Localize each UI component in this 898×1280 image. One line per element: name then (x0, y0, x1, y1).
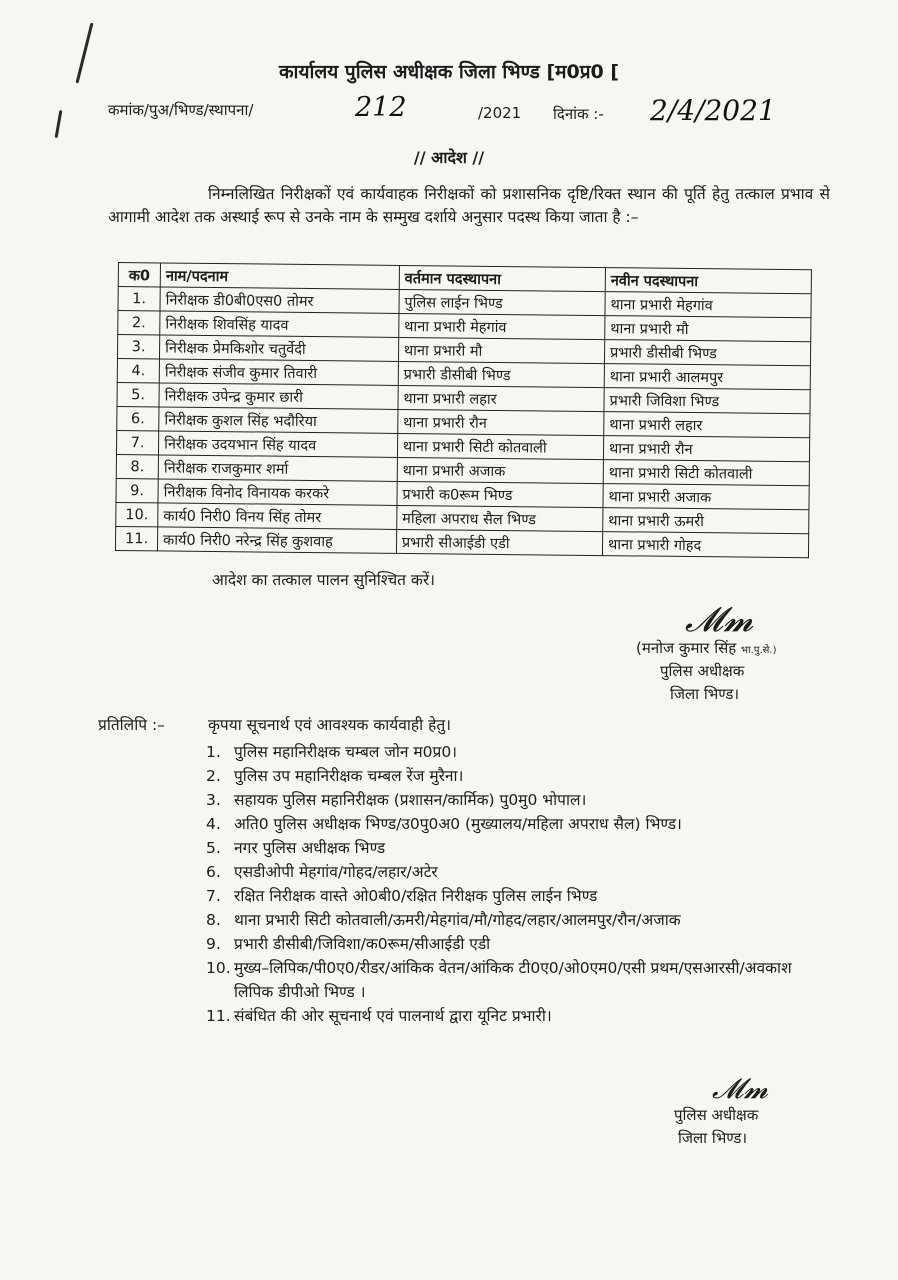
cell-serial: 6. (117, 406, 159, 430)
cell-current: थाना प्रभारी सिटी कोतवाली (397, 433, 603, 459)
item-text: अति0 पुलिस अधीक्षक भिण्ड/उ0पु0अ0 (मुख्यालय/महिला अपराध सैल) भिण्ड। (234, 815, 682, 833)
signatory-district: जिला भिण्ड। (670, 685, 740, 703)
reference-number: 212 (355, 92, 407, 123)
signatory-service: भा.पु.से.) (740, 645, 777, 656)
cell-name: निरीक्षक प्रेमकिशोर चतुर्वेदी (160, 335, 399, 361)
list-item (206, 860, 826, 884)
cell-name: निरीक्षक शिवसिंह यादव (160, 311, 399, 337)
list-item (206, 788, 826, 812)
cell-name: कार्य0 निरी0 विनय सिंह तोमर (158, 503, 397, 529)
cell-new: थाना प्रभारी मौ (605, 316, 811, 342)
intro-text: निम्नलिखित निरीक्षकों एवं कार्यवाहक निरीक्षकों को प्रशासनिक दृष्टि/रिक्त स्थान की पूर्ति हेतु तत्काल प्रभाव से आगामी आदेश तक अस्थाई रूप से उनके नाम के सम्मुख दर्शाये अनुसार पदस्थ किया जाता है :– (108, 185, 830, 226)
list-item (206, 1004, 826, 1028)
item-number: 10. (206, 959, 231, 977)
list-item (206, 884, 826, 908)
cell-serial: 7. (116, 430, 158, 454)
pen-tick-mark (55, 110, 63, 138)
item-text: पुलिस उप महानिरीक्षक चम्बल रेंज मुरैना। (234, 767, 464, 785)
item-text: रक्षित निरीक्षक वास्ते ओ0बी0/रक्षित निरीक्षक पुलिस लाईन भिण्ड (234, 887, 598, 905)
list-item (206, 812, 826, 836)
posting-table (115, 262, 812, 558)
cell-new: थाना प्रभारी गोहद (602, 532, 808, 558)
cell-current: पुलिस लाईन भिण्ड (399, 289, 605, 315)
cell-serial: 11. (115, 526, 157, 550)
item-text: पुलिस महानिरीक्षक चम्बल जोन म0प्र0। (234, 743, 458, 761)
signatory-designation: पुलिस अधीक्षक (674, 1106, 759, 1124)
item-number: 3. (206, 791, 221, 809)
list-item (206, 836, 826, 860)
cell-serial: 1. (118, 287, 160, 311)
cell-name: निरीक्षक संजीव कुमार तिवारी (159, 359, 398, 385)
reference-line (108, 100, 253, 120)
cell-new: थाना प्रभारी मेहगांव (605, 292, 811, 318)
cell-serial: 5. (117, 382, 159, 406)
cell-name: निरीक्षक विनोद विनायक करकरे (158, 479, 397, 505)
signatory-name-text: (मनोज कुमार सिंह (636, 639, 737, 657)
item-text: एसडीओपी मेहगांव/गोहद/लहार/अटेर (234, 863, 438, 881)
list-item (206, 956, 826, 1004)
cell-name: निरीक्षक उपेन्द्र कुमार छारी (159, 383, 398, 409)
cell-serial: 10. (116, 502, 158, 526)
signatory-district: जिला भिण्ड। (678, 1129, 748, 1147)
cell-current: प्रभारी क0रूम भिण्ड (397, 481, 603, 507)
cell-name: निरीक्षक कुशल सिंह भदौरिया (159, 407, 398, 433)
copy-label: प्रतिलिपि :– (98, 716, 165, 734)
cell-current: प्रभारी डीसीबी भिण्ड (398, 361, 604, 387)
office-title: कार्यालय पुलिस अधीक्षक जिला भिण्ड [म0प्र0 [ (278, 61, 620, 83)
item-text: संबंधित की ओर सूचनार्थ एवं पालनार्थ द्वारा यूनिट प्रभारी। (234, 1007, 552, 1025)
cell-new: थाना प्रभारी अजाक (603, 484, 809, 510)
item-number: 9. (206, 935, 221, 953)
cell-new: थाना प्रभारी रौन (603, 436, 809, 462)
item-number: 2. (206, 767, 221, 785)
copy-intro: कृपया सूचनार्थ एवं आवश्यक कार्यवाही हेतु। (208, 716, 452, 734)
cell-serial: 2. (118, 311, 160, 335)
item-number: 6. (206, 863, 221, 881)
order-heading: // आदेश // (413, 148, 485, 167)
header-name: नाम/पदनाम (160, 263, 399, 289)
compliance-note: आदेश का तत्काल पालन सुनिश्चित करें। (212, 571, 436, 589)
cell-current: महिला अपराध सैल भिण्ड (397, 505, 603, 531)
date-label: दिनांक :- (553, 105, 604, 123)
cell-name: निरीक्षक उदयभान सिंह यादव (158, 431, 397, 457)
cell-new: थाना प्रभारी ऊमरी (603, 508, 809, 534)
list-item (206, 908, 826, 932)
cell-new: थाना प्रभारी लहार (604, 412, 810, 438)
item-number: 1. (206, 743, 221, 761)
cell-current: थाना प्रभारी लहार (398, 385, 604, 411)
cell-new: प्रभारी जिविशा भिण्ड (604, 388, 810, 414)
list-item (206, 932, 826, 956)
item-number: 11. (206, 1007, 231, 1025)
cell-new: थाना प्रभारी आलमपुर (604, 364, 810, 390)
cell-name: कार्य0 निरी0 नरेन्द्र सिंह कुशवाह (157, 527, 396, 553)
item-number: 8. (206, 911, 221, 929)
cell-new: प्रभारी डीसीबी भिण्ड (604, 340, 810, 366)
item-number: 5. (206, 839, 221, 857)
cell-current: थाना प्रभारी मेहगांव (399, 313, 605, 339)
cell-serial: 4. (117, 358, 159, 382)
header-current-posting: वर्तमान पदस्थापना (399, 265, 605, 291)
header-new-posting: नवीन पदस्थापना (605, 268, 811, 294)
reference-prefix: कमांक/पुअ/भिण्ड/स्थापना/ (108, 101, 254, 119)
cell-serial: 9. (116, 478, 158, 502)
cell-new: थाना प्रभारी सिटी कोतवाली (603, 460, 809, 486)
item-text: सहायक पुलिस महानिरीक्षक (प्रशासन/कार्मिक) पु0मु0 भोपाल। (234, 791, 587, 809)
cell-current: थाना प्रभारी मौ (398, 337, 604, 363)
signatory-name (636, 638, 776, 658)
list-item (206, 764, 826, 788)
signature-mark: 𝓜𝓶 (685, 600, 754, 640)
signatory-designation: पुलिस अधीक्षक (660, 662, 745, 680)
item-text: मुख्य–लिपिक/पी0ए0/रीडर/आंकिक वेतन/आंकिक टी0ए0/ओ0एम0/एसी प्रथम/एसआरसी/अवकाश लिपिक डीपीओ भिण्ड । (234, 959, 792, 1001)
intro-paragraph (108, 183, 830, 229)
header-serial: क0 (118, 263, 160, 287)
item-text: प्रभारी डीसीबी/जिविशा/क0रूम/सीआईडी एडी (234, 935, 491, 953)
reference-year: /2021 (478, 104, 522, 122)
date-value: 2/4/2021 (650, 94, 776, 127)
copy-recipient-list (206, 740, 826, 1028)
cell-serial: 8. (116, 454, 158, 478)
cell-current: थाना प्रभारी अजाक (397, 457, 603, 483)
list-item (206, 740, 826, 764)
cell-name: निरीक्षक डी0बी0एस0 तोमर (160, 287, 399, 313)
item-number: 4. (206, 815, 221, 833)
signature-mark: 𝓜𝓶 (712, 1072, 769, 1105)
cell-serial: 3. (117, 335, 159, 359)
item-number: 7. (206, 887, 221, 905)
cell-name: निरीक्षक राजकुमार शर्मा (158, 455, 397, 481)
item-text: नगर पुलिस अधीक्षक भिण्ड (234, 839, 386, 857)
cell-current: थाना प्रभारी रौन (398, 409, 604, 435)
cell-current: प्रभारी सीआईडी एडी (396, 529, 602, 555)
item-text: थाना प्रभारी सिटी कोतवाली/ऊमरी/मेहगांव/मौ/गोहद/लहार/आलमपुर/रौन/अजाक (234, 911, 681, 929)
